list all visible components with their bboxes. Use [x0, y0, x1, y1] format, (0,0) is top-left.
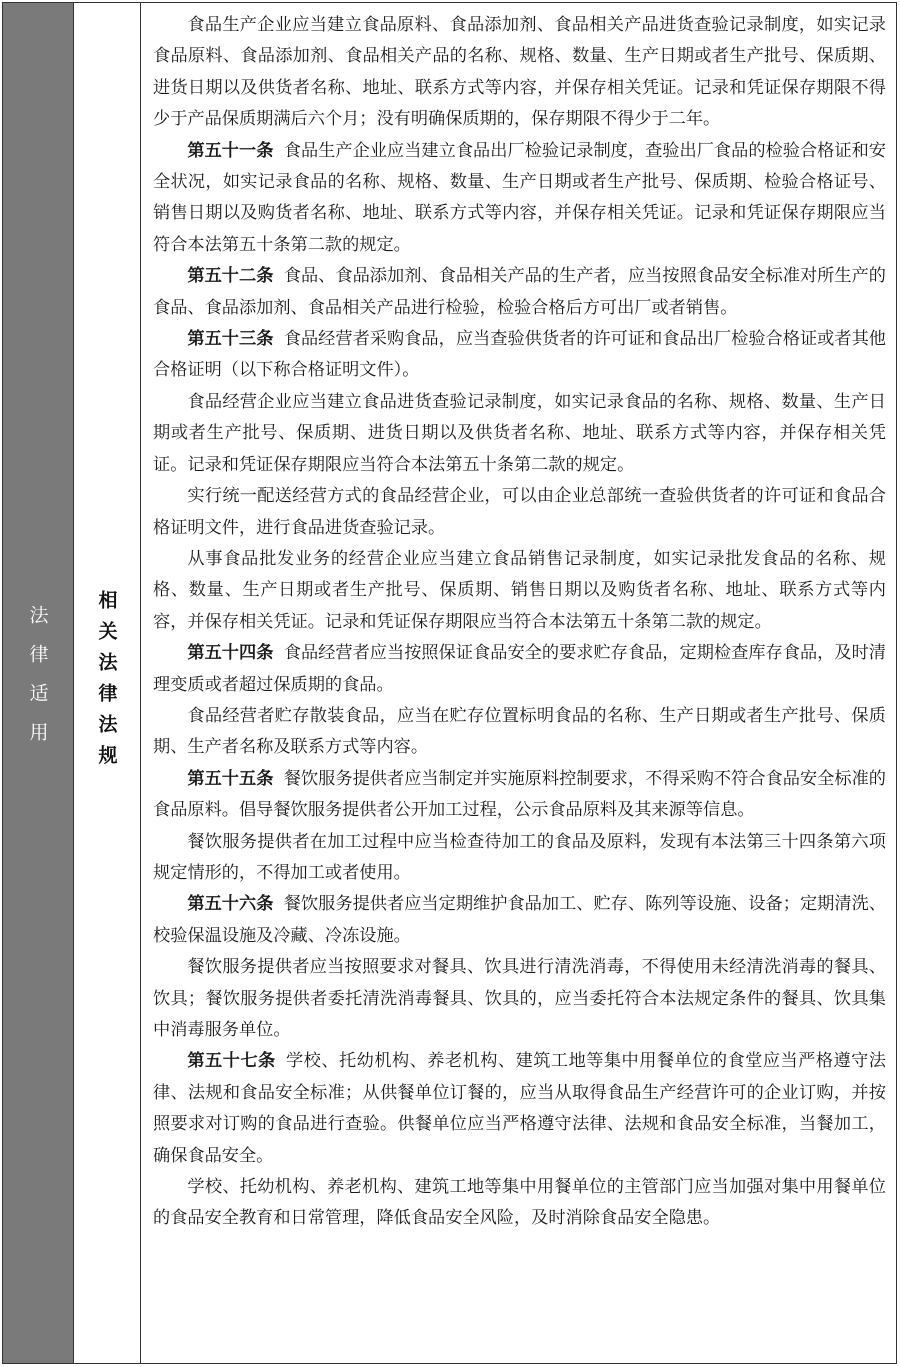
law-paragraph: [153, 10, 886, 136]
law-paragraph: [153, 544, 886, 638]
article-number: 第五十六条: [187, 894, 274, 915]
law-paragraph: [153, 827, 886, 890]
paragraph-text: 从事食品批发业务的经营企业应当建立食品销售记录制度，如实记录批发食品的名称、规格、数量、生产日期或者生产批号、保质期、销售日期以及购货者名称、地址、联系方式等内容，并保存相关凭证。记录和凭证保存期限应当符合本法第五十条第二款的规定。: [153, 548, 886, 632]
paragraph-text: 餐饮服务提供者应当制定并实施原料控制要求，不得采购不符合食品安全标准的食品原料。倡导餐饮服务提供者公开加工过程，公示食品原料及其来源等信息。: [153, 768, 886, 821]
law-paragraph: [153, 764, 886, 827]
paragraph-text: 学校、托幼机构、养老机构、建筑工地等集中用餐单位的食堂应当严格遵守法律、法规和食品安全标准；从供餐单位订餐的，应当从取得食品生产经营许可的企业订购，并按照要求对订购的食品进行查验。供餐单位应当严格遵守法律、法规和食品安全标准，当餐加工，确保食品安全。: [153, 1051, 886, 1166]
article-number: 第五十五条: [187, 768, 274, 789]
law-paragraph: [153, 481, 886, 544]
paragraph-text: 食品、食品添加剂、食品相关产品的生产者，应当按照食品安全标准对所生产的食品、食品添加剂、食品相关产品进行检验，检验合格后方可出厂或者销售。: [153, 266, 886, 318]
paragraph-text: 食品生产企业应当建立食品原料、食品添加剂、食品相关产品进货查验记录制度，如实记录食品原料、食品添加剂、食品相关产品的名称、规格、数量、生产日期或者生产批号、保质期、进货日期以及供货者名称、地址、联系方式等内容，并保存相关凭证。记录和凭证保存期限不得少于产品保质期满后六个月；没有明确保质期的，保存期限不得少于二年。: [153, 15, 886, 130]
article-number: 第五十一条: [187, 140, 274, 161]
paragraph-text: 学校、托幼机构、养老机构、建筑工地等集中用餐单位的主管部门应当加强对集中用餐单位的食品安全教育和日常管理，降低食品安全风险，及时消除食品安全隐患。: [153, 1177, 886, 1229]
law-paragraph: [153, 701, 886, 764]
paragraph-text: 食品经营企业应当建立食品进货查验记录制度，如实记录食品的名称、规格、数量、生产日期或者生产批号、保质期、进货日期以及供货者名称、地址、联系方式等内容，并保存相关凭证。记录和凭证保存期限应当符合本法第五十条第二款的规定。: [153, 391, 886, 475]
paragraph-text: 食品经营者采购食品，应当查验供货者的许可证和食品出厂检验合格证或者其他合格证明（以下称合格证明文件）。: [153, 329, 886, 381]
paragraph-text: 食品生产企业应当建立食品出厂检验记录制度，查验出厂食品的检验合格证和安全状况，如实记录食品的名称、规格、数量、生产日期或者生产批号、保质期、检验合格证号、销售日期以及购货者名称、地址、联系方式等内容，并保存相关凭证。记录和凭证保存期限应当符合本法第五十条第二款的规定。: [153, 140, 886, 255]
category-label: 法律适用: [26, 605, 49, 761]
article-number: 第五十四条: [187, 643, 274, 664]
article-number: 第五十七条: [187, 1051, 276, 1072]
paragraph-text: 餐饮服务提供者在加工过程中应当检查待加工的食品及原料，发现有本法第三十四条第六项规定情形的，不得加工或者使用。: [153, 831, 886, 883]
law-paragraph: [153, 638, 886, 701]
paragraph-text: 实行统一配送经营方式的食品经营企业，可以由企业总部统一查验供货者的许可证和食品合格证明文件，进行食品进货查验记录。: [153, 486, 886, 538]
law-paragraph: [153, 324, 886, 387]
law-paragraph: [153, 261, 886, 324]
law-paragraph: [153, 952, 886, 1046]
article-number: 第五十三条: [187, 329, 274, 350]
law-paragraph: [153, 1172, 886, 1235]
article-number: 第五十二条: [187, 266, 274, 287]
paragraph-text: 食品经营者贮存散装食品，应当在贮存位置标明食品的名称、生产日期或者生产批号、保质期、生产者名称及联系方式等内容。: [153, 705, 886, 758]
law-paragraph: [153, 136, 886, 262]
law-table: [2, 2, 897, 1364]
law-text-body: [141, 3, 896, 1363]
paragraph-text: 餐饮服务提供者应当定期维护食品加工、贮存、陈列等设施、设备；定期清洗、校验保温设施及冷藏、冷冻设施。: [153, 894, 886, 946]
subcategory-label: 相关法律法规: [95, 590, 118, 776]
subcategory-column: [74, 3, 141, 1363]
paragraph-text: 食品经营者应当按照保证食品安全的要求贮存食品，定期检查库存食品，及时清理变质或者超过保质期的食品。: [153, 643, 886, 695]
law-paragraph: [153, 387, 886, 481]
law-paragraph: [153, 889, 886, 952]
law-paragraph: [153, 1046, 886, 1172]
paragraph-text: 餐饮服务提供者应当按照要求对餐具、饮具进行清洗消毒，不得使用未经清洗消毒的餐具、饮具；餐饮服务提供者委托清洗消毒餐具、饮具的，应当委托符合本法规定条件的餐具、饮具集中消毒服务单位。: [153, 957, 886, 1040]
category-column: [3, 3, 74, 1363]
